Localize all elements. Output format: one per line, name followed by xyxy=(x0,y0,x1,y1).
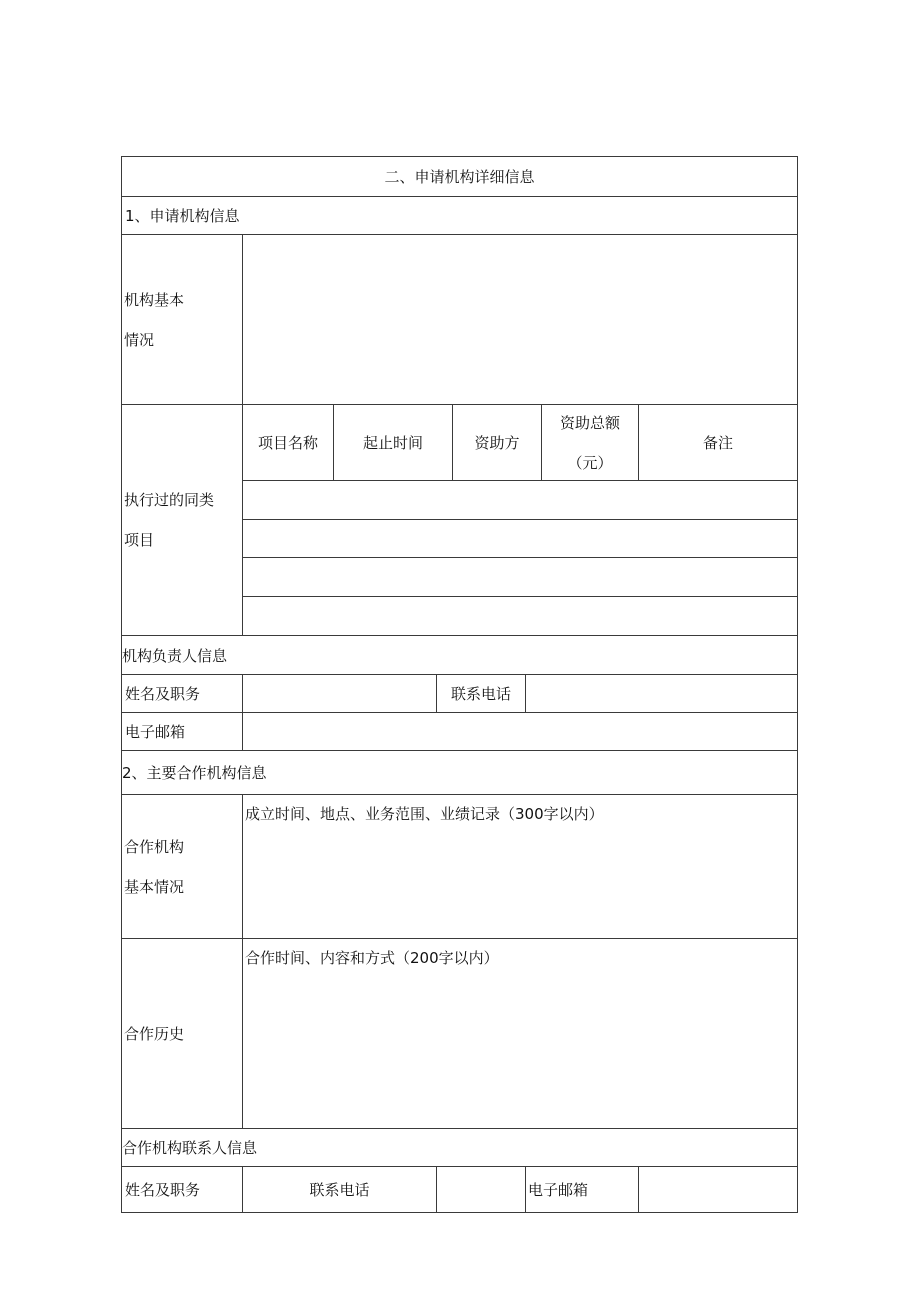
project-row[interactable] xyxy=(242,557,798,597)
leader-email-input[interactable] xyxy=(242,712,798,751)
partner-contact-heading: 合作机构联系人信息 xyxy=(121,1128,798,1167)
partner-basic-hint: 成立时间、地点、业务范围、业绩记录（300字以内） xyxy=(245,805,604,823)
col-amount-line2: （元） xyxy=(567,453,613,472)
partner-basic-label-line1: 合作机构 xyxy=(124,837,185,856)
partner-email-label: 电子邮箱 xyxy=(525,1166,639,1213)
leader-phone-input[interactable] xyxy=(525,674,798,713)
partner-email-input[interactable] xyxy=(638,1166,798,1213)
partner-history-label: 合作历史 xyxy=(121,938,243,1129)
partner-history-hint: 合作时间、内容和方式（200字以内） xyxy=(245,949,499,967)
past-projects-label-line1: 执行过的同类 xyxy=(124,491,215,509)
partner-phone-input[interactable] xyxy=(436,1166,526,1213)
partner-info-heading: 2、主要合作机构信息 xyxy=(121,750,798,795)
col-amount-line1: 资助总额 xyxy=(559,413,620,432)
partner-basic-label-line2: 基本情况 xyxy=(124,877,185,896)
partner-name-title-label: 姓名及职务 xyxy=(121,1166,243,1213)
project-row[interactable] xyxy=(242,596,798,636)
col-amount xyxy=(541,404,639,481)
past-projects-label xyxy=(121,404,243,636)
org-info-heading: 1、申请机构信息 xyxy=(121,196,798,235)
partner-basic-label xyxy=(121,794,243,939)
section-title: 二、申请机构详细信息 xyxy=(121,156,798,197)
partner-history-input[interactable] xyxy=(242,938,798,1129)
leader-email-label: 电子邮箱 xyxy=(121,712,243,751)
leader-name-title-label: 姓名及职务 xyxy=(121,674,243,713)
partner-phone-label: 联系电话 xyxy=(242,1166,437,1213)
past-projects-label-line2: 项目 xyxy=(124,531,155,549)
org-basic-label-line1: 机构基本 xyxy=(124,290,185,309)
leader-heading: 机构负责人信息 xyxy=(121,635,798,675)
col-period: 起止时间 xyxy=(333,404,453,481)
col-project-name: 项目名称 xyxy=(242,404,334,481)
leader-phone-label: 联系电话 xyxy=(436,674,526,713)
col-remarks: 备注 xyxy=(638,404,798,481)
project-row[interactable] xyxy=(242,519,798,558)
org-basic-label-line2: 情况 xyxy=(124,330,155,349)
col-funder: 资助方 xyxy=(452,404,542,481)
project-row[interactable] xyxy=(242,480,798,520)
partner-basic-input[interactable] xyxy=(242,794,798,939)
org-basic-input[interactable] xyxy=(242,234,798,405)
org-basic-label xyxy=(121,234,243,405)
leader-name-title-input[interactable] xyxy=(242,674,437,713)
